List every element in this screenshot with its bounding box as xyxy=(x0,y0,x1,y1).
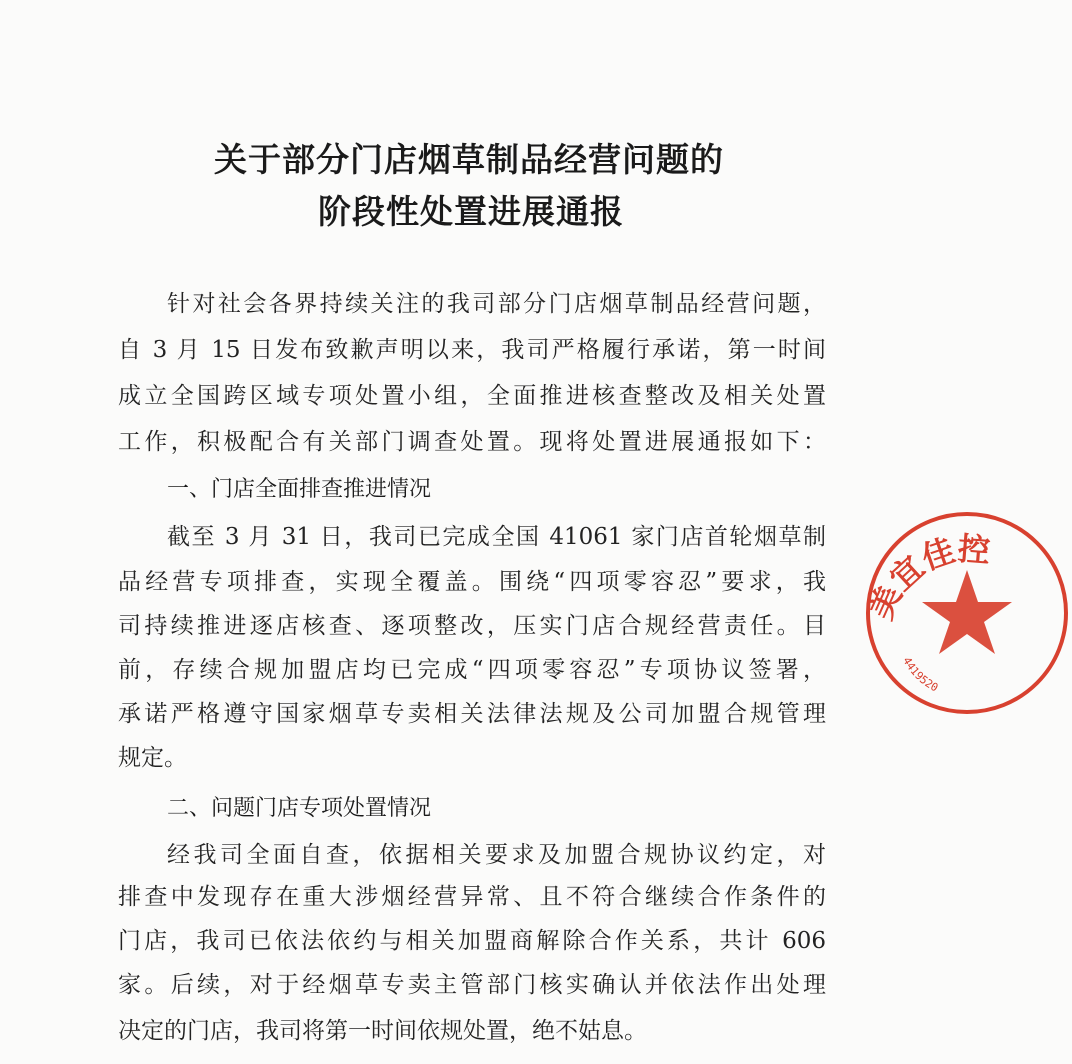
section2-heading: 二、问题门店专项处置情况 xyxy=(167,796,432,821)
section1-line: 截至 3 月 31 日，我司已完成全国 41061 家门店首轮烟草制 xyxy=(167,524,826,550)
section2-line: 门店，我司已依法依约与相关加盟商解除合作关系，共计 606 xyxy=(118,928,826,954)
section1-line: 司持续推进逐店核查、逐项整改，压实门店合规经营责任。目 xyxy=(118,613,826,639)
section2-line: 决定的门店，我司将第一时间依规处置，绝不姑息。 xyxy=(118,1018,647,1044)
seal-star-icon xyxy=(922,570,1012,654)
intro-line: 成立全国跨区域专项处置小组，全面推进核查整改及相关处置 xyxy=(118,383,826,409)
section1-line: 品经营专项排查，实现全覆盖。围绕“四项零容忍”要求，我 xyxy=(118,569,826,595)
section2-line: 排查中发现存在重大涉烟经营异常、且不符合继续合作条件的 xyxy=(118,884,826,910)
section1-line: 承诺严格遵守国家烟草专卖相关法律法规及公司加盟合规管理 xyxy=(118,701,826,727)
intro-line: 自 3 月 15 日发布致歉声明以来，我司严格履行承诺，第一时间 xyxy=(118,337,826,363)
seal-number: 4419520 xyxy=(900,654,941,695)
section1-heading: 一、门店全面排查推进情况 xyxy=(167,477,432,502)
company-seal xyxy=(862,508,1072,718)
intro-line: 工作，积极配合有关部门调查处置。现将处置进展通报如下： xyxy=(118,429,826,455)
section2-line: 家。后续，对于经烟草专卖主管部门核实确认并依法作出处理 xyxy=(118,972,826,998)
document-title-line2: 阶段性处置进展通报 xyxy=(318,192,624,231)
section1-line: 规定。 xyxy=(118,745,187,771)
seal-text: 美宜佳控 xyxy=(862,529,992,625)
document-title-line1: 关于部分门店烟草制品经营问题的 xyxy=(214,140,724,179)
section1-line: 前，存续合规加盟店均已完成“四项零容忍”专项协议签署， xyxy=(118,657,826,683)
intro-line: 针对社会各界持续关注的我司部分门店烟草制品经营问题， xyxy=(167,291,826,317)
section2-line: 经我司全面自查，依据相关要求及加盟合规协议约定，对 xyxy=(167,842,826,868)
